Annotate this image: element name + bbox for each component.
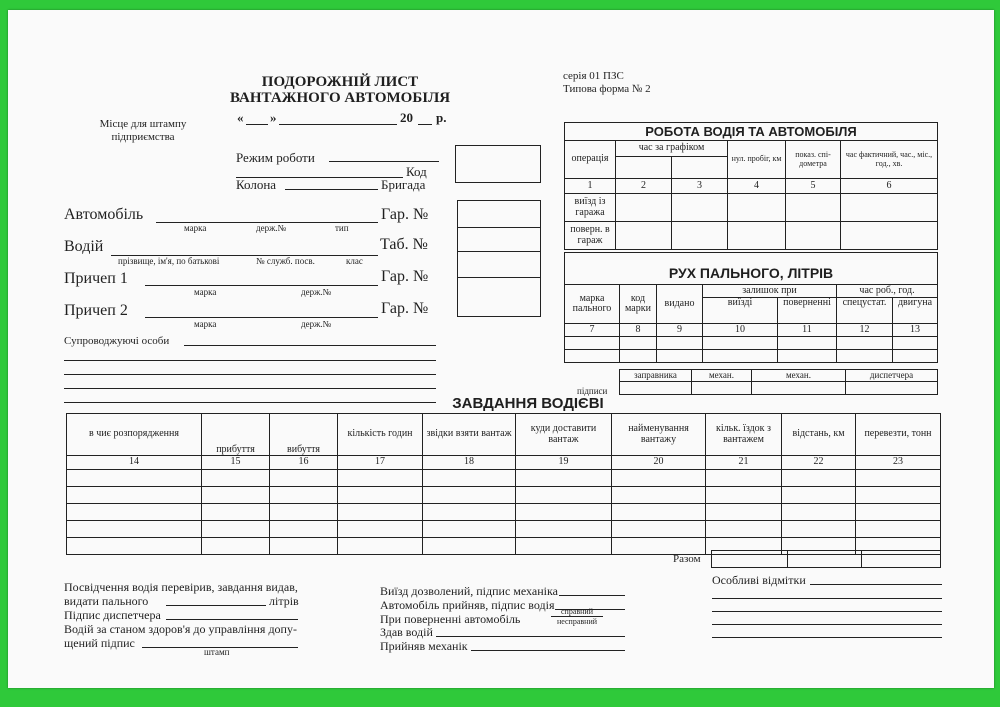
fuel-cell[interactable] bbox=[657, 337, 703, 350]
trailer1-line[interactable] bbox=[145, 285, 378, 286]
work-cell[interactable] bbox=[672, 194, 728, 222]
fuel-header-code: код марки bbox=[620, 285, 657, 324]
fuel-cell[interactable] bbox=[620, 337, 657, 350]
task-cell[interactable] bbox=[516, 504, 612, 521]
form-number: Типова форма № 2 bbox=[563, 83, 651, 95]
task-col-num: 19 bbox=[516, 456, 612, 470]
fuel-col-num: 13 bbox=[893, 324, 938, 337]
date-close-quote: » bbox=[270, 110, 277, 125]
task-cell[interactable] bbox=[423, 521, 516, 538]
task-cell[interactable] bbox=[67, 538, 202, 555]
accompany-label: Супроводжуючі особи bbox=[64, 335, 170, 347]
task-cell[interactable] bbox=[782, 470, 856, 487]
work-row-return: поверн. в гараж bbox=[565, 222, 616, 250]
special-notes-label: Особливі відмітки bbox=[712, 573, 806, 587]
task-cell[interactable] bbox=[612, 521, 706, 538]
signature-mechanic-1: механ. bbox=[692, 370, 752, 382]
date-year-prefix: 20 bbox=[400, 110, 413, 125]
task-col-num: 14 bbox=[67, 456, 202, 470]
work-cell[interactable] bbox=[728, 194, 786, 222]
task-cell[interactable] bbox=[516, 470, 612, 487]
work-cell[interactable] bbox=[616, 222, 672, 250]
footer-accepted-mechanic: Прийняв механік bbox=[380, 639, 468, 653]
task-cell[interactable] bbox=[782, 504, 856, 521]
task-header-to: куди доставити вантаж bbox=[516, 414, 612, 456]
fuel-header-issued: видано bbox=[657, 285, 703, 324]
work-mode-line[interactable] bbox=[329, 161, 439, 162]
work-cell[interactable] bbox=[786, 194, 841, 222]
special-notes-line-4[interactable] bbox=[712, 624, 942, 625]
task-cell[interactable] bbox=[612, 504, 706, 521]
car-sub-plate: держ.№ bbox=[256, 223, 287, 233]
task-cell[interactable] bbox=[67, 487, 202, 504]
footer-license-checked: Посвідчення водія перевірив, завдання видав, bbox=[64, 580, 298, 594]
handed-by-driver-line[interactable] bbox=[436, 636, 625, 637]
task-header-departure: вибуття bbox=[270, 414, 338, 456]
signature-refueler: заправника bbox=[620, 370, 692, 382]
footer-health-1: Водій за станом здоров'я до управління допу- bbox=[64, 622, 297, 636]
task-col-num: 17 bbox=[338, 456, 423, 470]
column-line[interactable] bbox=[285, 189, 378, 190]
work-table-title: РОБОТА ВОДІЯ ТА АВТОМОБІЛЯ bbox=[565, 123, 938, 141]
trailer2-line[interactable] bbox=[145, 317, 378, 318]
task-cell[interactable] bbox=[856, 504, 941, 521]
accompany-line-4[interactable] bbox=[64, 388, 436, 389]
work-col-num: 4 bbox=[728, 179, 786, 194]
work-cell[interactable] bbox=[841, 194, 938, 222]
task-header-assignee: в чиє розпорядження bbox=[67, 414, 202, 456]
fuel-subheader-engine: двигуна bbox=[893, 298, 938, 324]
task-header-distance: відстань, км bbox=[782, 414, 856, 456]
task-cell[interactable] bbox=[270, 470, 338, 487]
date-open-quote: « bbox=[237, 110, 244, 125]
trailer2-sub-brand: марка bbox=[194, 319, 217, 329]
fuel-col-num: 7 bbox=[565, 324, 620, 337]
task-col-num: 16 bbox=[270, 456, 338, 470]
trailer1-sub-brand: марка bbox=[194, 287, 217, 297]
fuel-header-brand: марка пального bbox=[565, 285, 620, 324]
driver-tab-label: Таб. № bbox=[380, 236, 428, 253]
footer-stamp: штамп bbox=[204, 647, 230, 657]
accompany-line-5[interactable] bbox=[64, 402, 436, 403]
task-col-num: 20 bbox=[612, 456, 706, 470]
work-cell[interactable] bbox=[616, 194, 672, 222]
task-col-num: 21 bbox=[706, 456, 782, 470]
fuel-cell[interactable] bbox=[893, 350, 938, 363]
fuel-cell[interactable] bbox=[778, 350, 837, 363]
trailer1-sub-plate: держ.№ bbox=[301, 287, 332, 297]
fuel-cell[interactable] bbox=[703, 350, 778, 363]
work-header-actual-time: час фактичний, час., міс., год., хв. bbox=[841, 141, 938, 179]
task-col-num: 18 bbox=[423, 456, 516, 470]
fuel-cell[interactable] bbox=[778, 337, 837, 350]
fuel-col-num: 12 bbox=[837, 324, 893, 337]
trailer2-label: Причеп 2 bbox=[64, 302, 128, 319]
footer-issue-fuel: видати пального bbox=[64, 594, 149, 608]
code-box[interactable] bbox=[455, 145, 541, 183]
work-mode-label: Режим роботи bbox=[236, 150, 315, 165]
work-col-num: 5 bbox=[786, 179, 841, 194]
title-line2: ВАНТАЖНОГО АВТОМОБІЛЯ bbox=[230, 90, 451, 106]
task-cell[interactable] bbox=[338, 521, 423, 538]
total-distance-cell[interactable] bbox=[788, 551, 862, 568]
special-notes-line-3[interactable] bbox=[712, 611, 942, 612]
task-cell[interactable] bbox=[516, 521, 612, 538]
fuel-header-balance: залишок при bbox=[703, 285, 837, 298]
task-header-hours: кількість годин bbox=[338, 414, 423, 456]
title-line1: ПОДОРОЖНІЙ ЛИСТ bbox=[261, 74, 419, 90]
fuel-signatures bbox=[619, 369, 938, 395]
accompany-line-2[interactable] bbox=[64, 360, 436, 361]
footer-return-car: При поверненні автомобіль bbox=[380, 612, 521, 626]
signature-cell[interactable] bbox=[752, 382, 846, 395]
accompany-line-1[interactable] bbox=[184, 345, 436, 346]
task-cell[interactable] bbox=[782, 487, 856, 504]
task-cell[interactable] bbox=[338, 470, 423, 487]
work-header-schedule: час за графіком bbox=[616, 141, 728, 157]
column-label: Колона bbox=[236, 177, 277, 192]
task-col-num: 15 bbox=[202, 456, 270, 470]
task-cell[interactable] bbox=[67, 470, 202, 487]
work-row-departure: виїзд із гаража bbox=[565, 194, 616, 222]
task-cell[interactable] bbox=[516, 487, 612, 504]
fuel-col-num: 8 bbox=[620, 324, 657, 337]
footer-car-accepted: Автомобіль прийняв, підпис водія bbox=[380, 598, 555, 612]
accompany-line-3[interactable] bbox=[64, 374, 436, 375]
footer-dispatcher-signature: Підпис диспетчера bbox=[64, 608, 161, 622]
stamp-line1: Місце для штампу bbox=[99, 118, 187, 130]
task-cell[interactable] bbox=[67, 521, 202, 538]
fuel-cell[interactable] bbox=[837, 350, 893, 363]
task-table-title: ЗАВДАННЯ ВОДІЄВІ bbox=[452, 395, 604, 412]
total-label: Разом bbox=[673, 553, 701, 565]
work-header-operation: операція bbox=[565, 141, 616, 179]
trailer1-gar-label: Гар. № bbox=[381, 268, 429, 285]
task-header-cargo: найменування вантажу bbox=[612, 414, 706, 456]
trailer2-gar-label: Гар. № bbox=[381, 300, 429, 317]
fuel-table bbox=[564, 252, 938, 363]
footer-health-2: щений підпис bbox=[64, 636, 135, 650]
work-col-num: 3 bbox=[672, 179, 728, 194]
special-notes-line-2[interactable] bbox=[712, 598, 942, 599]
footer-liters: літрів bbox=[269, 594, 299, 608]
special-notes-line-5[interactable] bbox=[712, 637, 942, 638]
task-cell[interactable] bbox=[612, 470, 706, 487]
task-cell[interactable] bbox=[423, 487, 516, 504]
task-cell[interactable] bbox=[202, 470, 270, 487]
task-cell[interactable] bbox=[612, 487, 706, 504]
exit-allowed-line[interactable] bbox=[559, 595, 625, 596]
gar-tab-boxes bbox=[457, 200, 541, 317]
date-month-line[interactable] bbox=[279, 124, 397, 125]
work-cell bbox=[672, 157, 728, 179]
task-cell[interactable] bbox=[202, 487, 270, 504]
stamp-line2: підприємства bbox=[111, 131, 175, 143]
trailer2-sub-plate: держ.№ bbox=[301, 319, 332, 329]
task-cell[interactable] bbox=[612, 538, 706, 555]
car-sub-brand: марка bbox=[184, 223, 207, 233]
driver-sub-name: прізвище, ім'я, по батькові bbox=[118, 256, 220, 266]
total-tons-cell[interactable] bbox=[862, 551, 941, 568]
form-sheet bbox=[8, 10, 994, 688]
work-cell[interactable] bbox=[728, 222, 786, 250]
driver-label: Водій bbox=[64, 238, 104, 255]
task-header-from: звідки взяти вантаж bbox=[423, 414, 516, 456]
fuel-subheader-departure: виїзді bbox=[703, 298, 778, 324]
task-cell[interactable] bbox=[423, 538, 516, 555]
fuel-cell[interactable] bbox=[893, 337, 938, 350]
fuel-cell[interactable] bbox=[703, 337, 778, 350]
task-col-num: 22 bbox=[782, 456, 856, 470]
task-header-tons: перевезти, тонн bbox=[856, 414, 941, 456]
series-label: серія 01 ПЗС bbox=[563, 70, 624, 82]
work-header-speedometer: показ. спі-дометра bbox=[786, 141, 841, 179]
driver-sub-cert: № служб. посв. bbox=[256, 256, 315, 266]
task-cell[interactable] bbox=[706, 521, 782, 538]
work-cell[interactable] bbox=[672, 222, 728, 250]
task-cell[interactable] bbox=[856, 487, 941, 504]
task-cell[interactable] bbox=[270, 538, 338, 555]
form-title bbox=[230, 74, 450, 106]
fuel-col-num: 10 bbox=[703, 324, 778, 337]
fuel-subheader-return: поверненні bbox=[778, 298, 837, 324]
task-cell[interactable] bbox=[338, 504, 423, 521]
task-cell[interactable] bbox=[338, 538, 423, 555]
work-cell[interactable] bbox=[841, 222, 938, 250]
task-cell[interactable] bbox=[202, 521, 270, 538]
task-cell[interactable] bbox=[706, 487, 782, 504]
task-cell[interactable] bbox=[67, 504, 202, 521]
work-cell bbox=[616, 157, 672, 179]
car-gar-label: Гар. № bbox=[381, 206, 429, 223]
task-cell[interactable] bbox=[423, 504, 516, 521]
fuel-cell[interactable] bbox=[657, 350, 703, 363]
signatures-label: підписи bbox=[577, 386, 608, 396]
state-faulty[interactable]: несправний bbox=[556, 617, 598, 626]
car-state-options bbox=[551, 607, 603, 626]
car-sub-type: тип bbox=[335, 223, 349, 233]
total-row bbox=[711, 550, 941, 568]
signature-cell[interactable] bbox=[846, 382, 938, 395]
task-cell[interactable] bbox=[270, 521, 338, 538]
signature-cell[interactable] bbox=[620, 382, 692, 395]
task-cell[interactable] bbox=[270, 487, 338, 504]
dispatcher-signature-line[interactable] bbox=[166, 619, 298, 620]
fuel-cell[interactable] bbox=[837, 337, 893, 350]
accepted-mechanic-line[interactable] bbox=[471, 650, 625, 651]
footer-exit-allowed: Виїзд дозволений, підпис механіка bbox=[380, 584, 558, 598]
fuel-header-runtime: час роб., год. bbox=[837, 285, 938, 298]
task-cell[interactable] bbox=[338, 487, 423, 504]
brigade-label: Бригада bbox=[381, 177, 426, 192]
fuel-cell[interactable] bbox=[565, 337, 620, 350]
total-trips-cell[interactable] bbox=[712, 551, 788, 568]
task-col-num: 23 bbox=[856, 456, 941, 470]
work-table bbox=[564, 122, 938, 250]
task-cell[interactable] bbox=[202, 538, 270, 555]
work-col-num: 1 bbox=[565, 179, 616, 194]
task-cell[interactable] bbox=[202, 504, 270, 521]
task-cell[interactable] bbox=[270, 504, 338, 521]
task-cell[interactable] bbox=[706, 470, 782, 487]
work-header-mileage: нул. пробіг, км bbox=[728, 141, 786, 179]
signature-mechanic-2: механ. bbox=[752, 370, 846, 382]
stamp-placeholder bbox=[88, 118, 198, 144]
signature-cell[interactable] bbox=[692, 382, 752, 395]
signature-dispatcher: диспетчера bbox=[846, 370, 938, 382]
task-table bbox=[66, 413, 941, 555]
date-year-line[interactable] bbox=[418, 124, 432, 125]
task-cell[interactable] bbox=[856, 470, 941, 487]
special-notes-line-1[interactable] bbox=[810, 584, 942, 585]
fuel-cell[interactable] bbox=[565, 350, 620, 363]
work-cell[interactable] bbox=[786, 222, 841, 250]
work-col-num: 2 bbox=[616, 179, 672, 194]
task-header-arrival: прибуття bbox=[202, 414, 270, 456]
fuel-table-title: РУХ ПАЛЬНОГО, ЛІТРІВ bbox=[565, 253, 938, 285]
fuel-col-num: 11 bbox=[778, 324, 837, 337]
task-cell[interactable] bbox=[706, 504, 782, 521]
work-col-num: 6 bbox=[841, 179, 938, 194]
fuel-subheader-special: спецустат. bbox=[837, 298, 893, 324]
task-cell[interactable] bbox=[782, 521, 856, 538]
driver-sub-class: клас bbox=[346, 256, 363, 266]
date-suffix: р. bbox=[436, 110, 447, 125]
fuel-cell[interactable] bbox=[620, 350, 657, 363]
footer-handed-by-driver: Здав водій bbox=[380, 625, 433, 639]
code-label: Код bbox=[406, 164, 427, 179]
fuel-col-num: 9 bbox=[657, 324, 703, 337]
task-header-trips: кільк. їздок з вантажем bbox=[706, 414, 782, 456]
task-cell[interactable] bbox=[423, 470, 516, 487]
date-day-line[interactable] bbox=[246, 124, 268, 125]
state-serviceable[interactable]: справний bbox=[551, 607, 603, 617]
trailer1-label: Причеп 1 bbox=[64, 270, 128, 287]
fuel-amount-line[interactable] bbox=[166, 605, 266, 606]
task-cell[interactable] bbox=[516, 538, 612, 555]
task-cell[interactable] bbox=[856, 521, 941, 538]
car-label: Автомобіль bbox=[64, 206, 144, 223]
